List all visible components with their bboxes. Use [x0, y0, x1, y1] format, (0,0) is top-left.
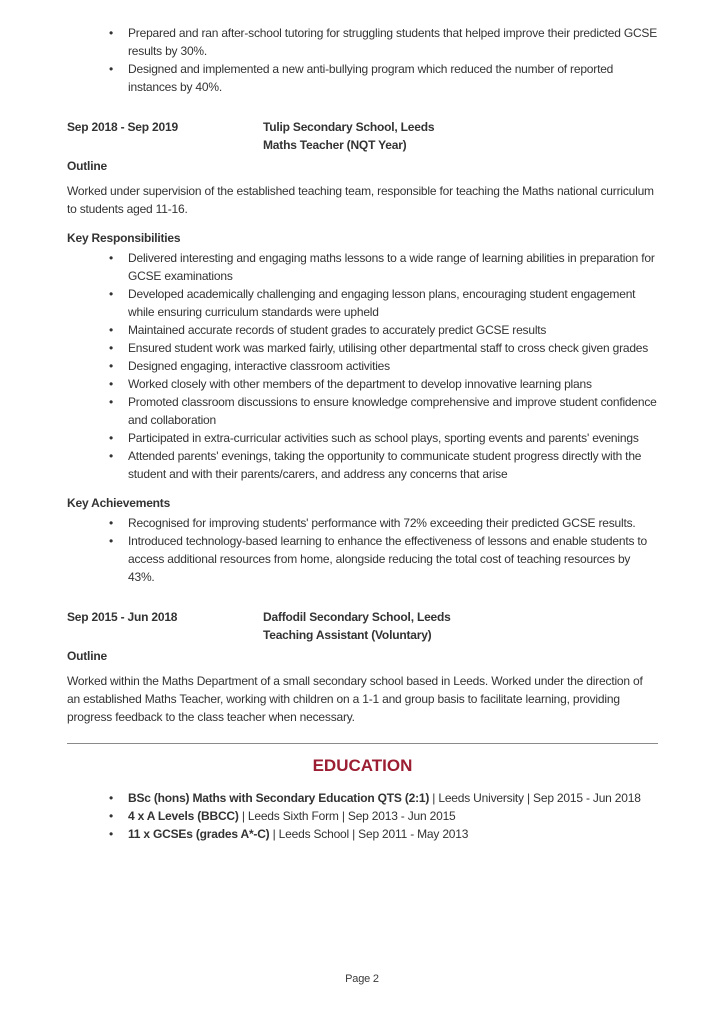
- bullet-item: • Designed and implemented a new anti-bullying program which reduced the number of reported instances by 40%.: [67, 60, 658, 96]
- job-school: Daffodil Secondary School, Leeds: [263, 610, 451, 624]
- education-item: [67, 825, 658, 843]
- job-header: [67, 608, 658, 644]
- job-title: Teaching Assistant (Voluntary): [263, 628, 432, 642]
- job-dates: Sep 2018 - Sep 2019: [67, 120, 178, 134]
- responsibility-item: • Delivered interesting and engaging maths lessons to a wide range of learning abilities in preparation for GCSE examinations: [67, 249, 658, 285]
- key-responsibilities-heading: Key Responsibilities: [67, 231, 181, 245]
- job-title-block: [263, 118, 434, 154]
- education-detail: | Leeds University | Sep 2015 - Jun 2018: [429, 791, 641, 805]
- achievements-list: [67, 514, 658, 586]
- responsibilities-list: [67, 249, 658, 483]
- key-achievements-heading: Key Achievements: [67, 496, 171, 510]
- responsibility-item: • Maintained accurate records of student grades to accurately predict GCSE results: [67, 321, 658, 339]
- responsibility-item: • Worked closely with other members of the department to develop innovative learning plans: [67, 375, 658, 393]
- section-divider: [67, 743, 658, 744]
- job-entry-daffodil: [67, 608, 658, 726]
- education-detail: | Leeds Sixth Form | Sep 2013 - Jun 2015: [238, 809, 456, 823]
- page-number: Page 2: [345, 973, 379, 985]
- job-entry-tulip: [67, 118, 658, 586]
- responsibility-item: • Designed engaging, interactive classroom activities: [67, 357, 658, 375]
- education-qualification: BSc (hons) Maths with Secondary Education QTS (2:1): [128, 791, 430, 805]
- job-school: Tulip Secondary School, Leeds: [263, 120, 435, 134]
- responsibility-item: • Participated in extra-curricular activities such as school plays, sporting events and parents' evenings: [67, 429, 658, 447]
- job-title-block: [263, 608, 451, 644]
- achievement-item: • Recognised for improving students' performance with 72% exceeding their predicted GCSE results.: [67, 514, 658, 532]
- outline-heading: Outline: [67, 649, 107, 663]
- responsibility-item: • Developed academically challenging and engaging lesson plans, encouraging student engagement while ensuring curriculum standards were upheld: [67, 285, 658, 321]
- job-dates: Sep 2015 - Jun 2018: [67, 610, 178, 624]
- outline-paragraph: Worked within the Maths Department of a small secondary school based in Leeds. Worked under the direction of an established Maths Teacher, working with children on a 1-1 and group basis to facilitate learning, providing progress feedback to the class teacher when necessary.: [67, 674, 643, 724]
- education-item: [67, 807, 658, 825]
- education-heading: EDUCATION: [312, 756, 413, 775]
- achievement-item: • Introduced technology-based learning to enhance the effectiveness of lessons and enable students to access additional resources from home, alongside reducing the total cost of teaching resources by 43%.: [67, 532, 658, 586]
- bullet-item: • Prepared and ran after-school tutoring for struggling students that helped improve their predicted GCSE results by 30%.: [67, 24, 658, 60]
- education-detail: | Leeds School | Sep 2011 - May 2013: [269, 827, 469, 841]
- education-qualification: 11 x GCSEs (grades A*-C): [128, 827, 270, 841]
- responsibility-item: • Attended parents' evenings, taking the opportunity to communicate student progress directly with the student and with their parents/carers, and address any concerns that arise: [67, 447, 658, 483]
- job-header: [67, 118, 658, 154]
- education-list: [67, 789, 658, 843]
- outline-heading: Outline: [67, 159, 107, 173]
- continuation-bullet-list: [67, 24, 658, 96]
- responsibility-item: • Ensured student work was marked fairly, utilising other departmental staff to cross check given grades: [67, 339, 658, 357]
- education-qualification: 4 x A Levels (BBCC): [128, 809, 239, 823]
- outline-paragraph: Worked under supervision of the established teaching team, responsible for teaching the Maths national curriculum to students aged 11-16.: [67, 184, 654, 216]
- responsibility-item: • Promoted classroom discussions to ensure knowledge comprehensive and improve student confidence and collaboration: [67, 393, 658, 429]
- job-title: Maths Teacher (NQT Year): [263, 138, 407, 152]
- education-item: [67, 789, 658, 807]
